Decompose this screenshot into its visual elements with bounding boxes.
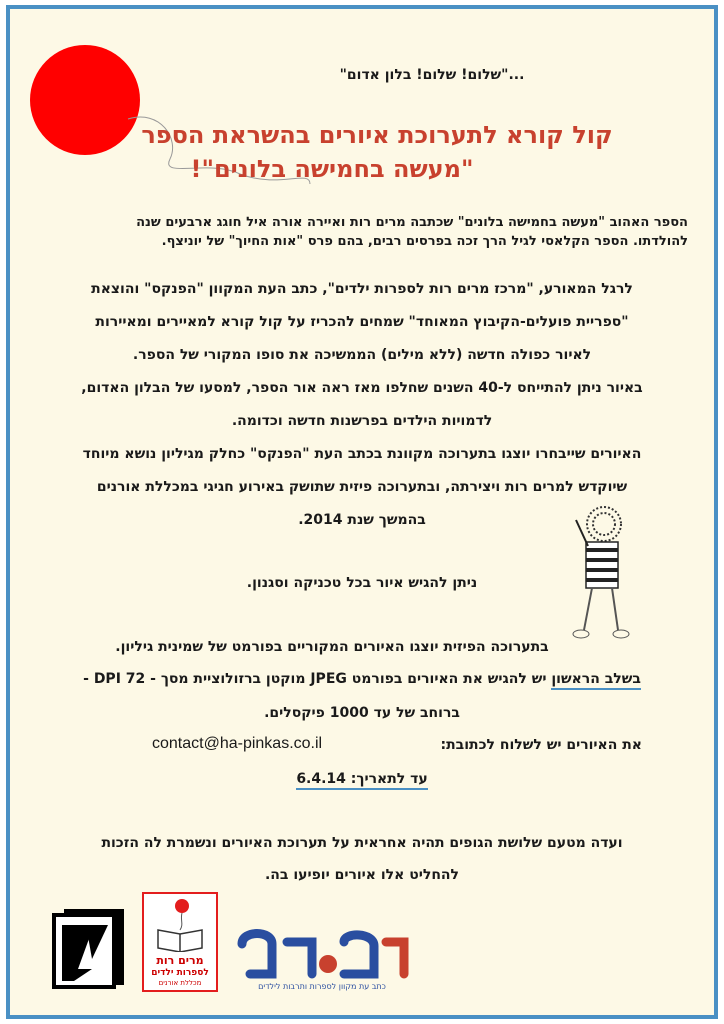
miriam-roth-center-logo bbox=[142, 892, 218, 992]
miriam-logo-name: מרים רות bbox=[156, 954, 204, 967]
pinkas-caption: כתב עת מקוון לספרות ותרבות לילדים bbox=[258, 982, 386, 991]
miriam-logo-sub: לספרות ילדים bbox=[151, 968, 209, 978]
body-line4: באיור ניתן להתייחס ל-40 השנים שחלפו מאז ראה אור הספר, למסעו של הבלון האדום, bbox=[81, 380, 643, 396]
body-line1: לרגל המאורע, "מרכז מרים רות לספרות ילדים", כתב העת המקוון "הפנקס" והוצאת bbox=[91, 281, 633, 297]
stage-line bbox=[10, 671, 714, 687]
miriam-logo-sub2: מכללת אורנים bbox=[158, 979, 202, 987]
contact-email-link[interactable]: contact@ha-pinkas.co.il bbox=[152, 735, 323, 752]
page-title-line2: "מעשה בחמישה בלונים"! bbox=[190, 155, 474, 183]
intro-line1: הספר האהוב "מעשה בחמישה בלונים" שכתבה מרים רות ואיירה אורה איל חוגג ארבעים שנה bbox=[136, 215, 688, 230]
publisher-book-logo bbox=[50, 899, 128, 991]
poster-frame bbox=[6, 5, 718, 1019]
jury-line2: להחליט אלו איורים יופיעו בה. bbox=[264, 867, 460, 883]
width-line: ברוחב של עד 1000 פיקסלים. bbox=[264, 705, 460, 721]
stage-prefix: בשלב הראשון bbox=[551, 671, 641, 690]
body-line2: "ספריית פועלים-הקיבוץ המאוחד" שמחים להכריז על קול קורא למאיירים ומאיירות bbox=[95, 314, 629, 330]
technique-note: ניתן להגיש איור בכל טכניקה וסגנון. bbox=[246, 575, 478, 591]
format-note: בתערוכה הפיזית יוצגו האיורים המקוריים בפורמט של שמינית גיליון. bbox=[115, 639, 549, 655]
page-title-line1: קול קורא לתערוכת איורים בהשראת הספר bbox=[141, 121, 613, 149]
deadline-text: עד לתאריך: 6.4.14 bbox=[296, 771, 427, 790]
body-line3: לאיור כפולה חדשה (ללא מילים) הממשיכה את סופו המקורי של הספר. bbox=[132, 347, 592, 363]
child-with-balloon-illustration bbox=[566, 504, 634, 644]
deadline-line bbox=[10, 771, 714, 787]
opening-quote: ..."שלום! שלום! בלון אדום" bbox=[339, 67, 525, 83]
stage-rest: יש להגיש את האיורים בפורמט JPEG מוקטן ברזולוציית מסך - DPI 72 - bbox=[83, 671, 552, 687]
body-line6: האיורים שייבחרו יוצגו בתערוכה מקוונת בכתב העת "הפנקס" כחלק מגיליון נושא מיוחד bbox=[82, 446, 642, 462]
book-balloon-icon bbox=[144, 894, 216, 952]
jury-line1: ועדה מטעם שלושת הגופים תהיה אחראית על תערוכת האיורים ונשמרת לה הזכות bbox=[101, 835, 623, 851]
body-line7: שיוקדש למרים רות ויצירתה, ובתערוכה פיזית שתושק באירוע חגיגי במכללת אורנים bbox=[96, 479, 628, 495]
body-line5: לדמויות הילדים בפרשנות חדשה וכדומה. bbox=[231, 413, 493, 429]
intro-line2: להולדתו. הספר הקלאסי לגיל הרך זכה בפרסים רבים, בהם פרס "אות החיוך" של יוניצף. bbox=[161, 234, 688, 249]
body-line8: בהמשך שנת 2014. bbox=[298, 512, 426, 528]
send-to-label: את האיורים יש לשלוח לכתובת: bbox=[440, 737, 642, 753]
